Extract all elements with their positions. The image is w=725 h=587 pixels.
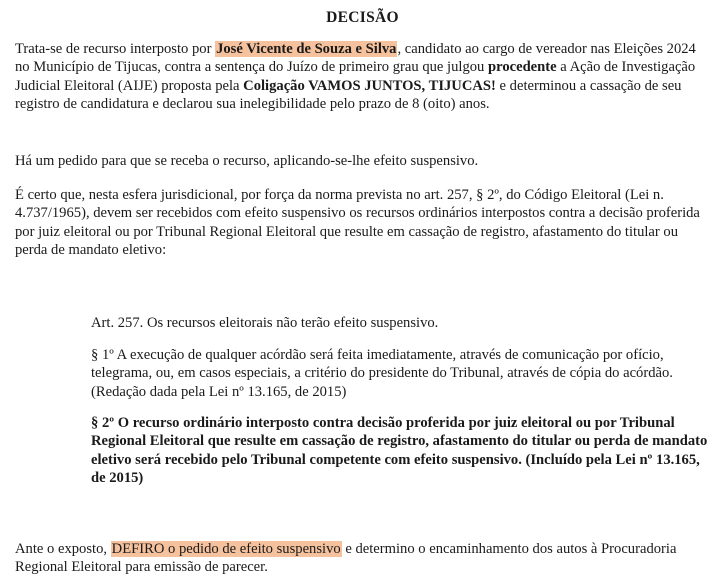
quote-paragraph-1: § 1º A execução de qualquer acórdão será feita imediatamente, através de comunicação por ofício, telegrama, ou, em casos especiais, a critério do presidente do Tribunal, através de cópia do acórdão. (Redação dada pela Lei nº 13.165, de 2015): [91, 347, 673, 400]
paragraph-ruling: [15, 540, 709, 577]
paragraph-appeal-summary: [15, 40, 709, 114]
document-title: DECISÃO: [326, 9, 399, 26]
paragraph-legal-basis: É certo que, nesta esfera jurisdicional, por força da norma prevista no art. 257, § 2º, do Código Eleitoral (Lei n. 4.737/1965), devem ser recebidos com efeito suspensivo os recursos ordinários interpostos contra a decisão proferida por juiz eleitoral ou por Tribunal Regional Eleitoral que resulte em cassação de registro, afastamento do titular ou perda de mandato eletivo:: [15, 187, 700, 259]
p4-text-2: e determino o encaminhamento dos autos à Procuradoria Regional Eleitoral para emissão de parecer.: [15, 541, 677, 576]
quote-paragraph-2: § 2º O recurso ordinário interposto contra decisão proferida por juiz eleitoral ou por Tribunal Regional Eleitoral que resulte em cassação de registro, afastamento do titular ou perda de mandato eletivo será recebido pelo Tribunal competente com efeito suspensivo. (Incluído pela Lei nº 13.165, de 2015): [91, 415, 708, 487]
p1-text-2: , candidato ao cargo de vereador nas Eleições 2024 no Município de Tijucas, contra a sentença do Juízo de primeiro grau que julgou: [15, 41, 696, 76]
p4-text-1: Ante o exposto,: [15, 541, 111, 557]
coalition-name: Coligação VAMOS JUNTOS, TIJUCAS!: [243, 77, 496, 94]
paragraph-request: Há um pedido para que se receba o recurso, aplicando-se-lhe efeito suspensivo.: [15, 153, 479, 169]
appellant-name: José Vicente de Souza e Silva: [216, 41, 397, 57]
ruling-highlight: DEFIRO o pedido de efeito suspensivo: [111, 541, 341, 557]
judgment-outcome: procedente: [487, 59, 557, 76]
p1-text-4: e determinou a cassação de seu registro de candidatura e declarou sua inelegibilidade pelo prazo de 8 (oito) anos.: [15, 77, 682, 113]
p1-text-3: a Ação de Investigação Judicial Eleitoral (AIJE) proposta pela: [15, 59, 696, 94]
quote-article-257: Art. 257. Os recursos eleitorais não terão efeito suspensivo.: [91, 315, 439, 331]
p1-text-1: Trata-se de recurso interposto por: [15, 41, 216, 57]
